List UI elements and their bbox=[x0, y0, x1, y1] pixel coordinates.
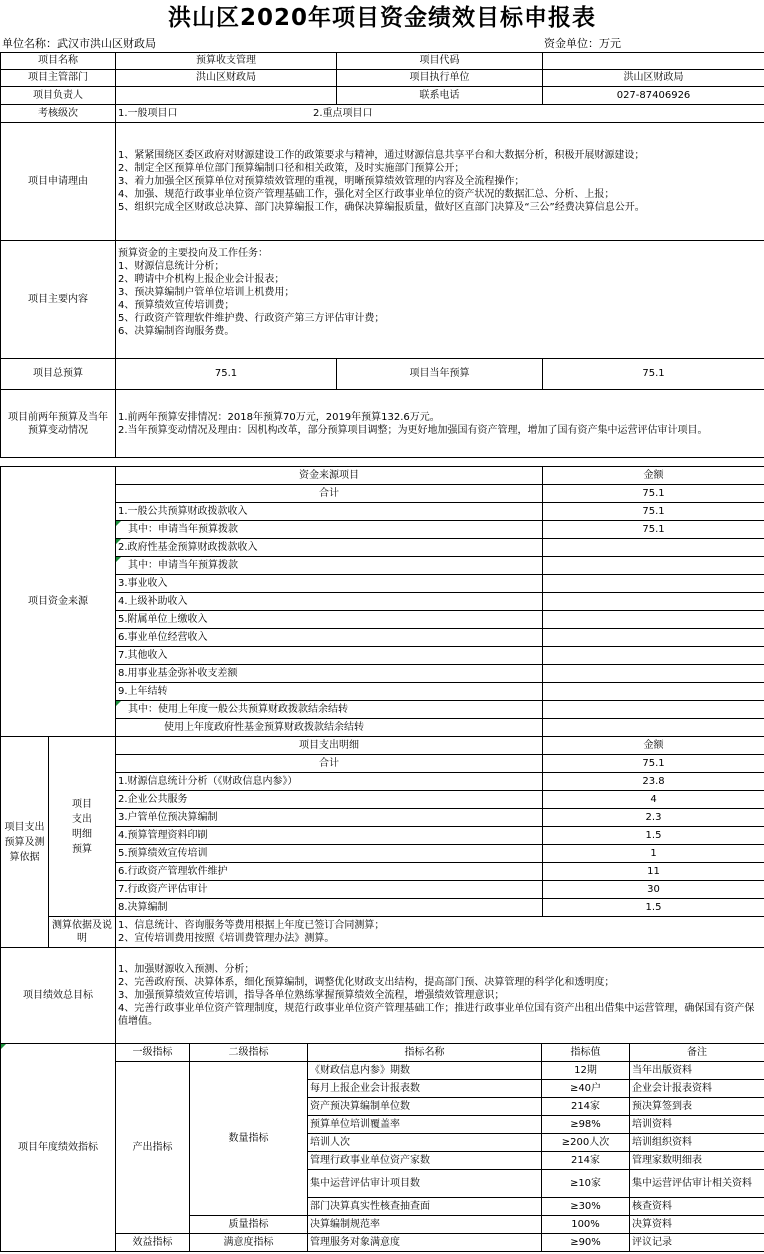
dept-label: 项目主管部门 bbox=[1, 70, 116, 87]
phone-label: 联系电话 bbox=[337, 87, 543, 105]
expense-inner-label: 项目支出明细预算 bbox=[49, 737, 116, 917]
expense-row bbox=[1, 755, 764, 773]
project-code-label: 项目代码 bbox=[337, 53, 543, 70]
expense-row bbox=[1, 791, 764, 809]
content-line: 3、预决算编制户管单位培训上机费用； bbox=[118, 287, 295, 298]
indicator-name: 预算单位培训覆盖率 bbox=[308, 1116, 542, 1134]
level-label: 考核级次 bbox=[1, 105, 116, 123]
source-row bbox=[1, 593, 764, 611]
expense-amount: 11 bbox=[543, 863, 764, 881]
indicator-name: 《财政信息内参》期数 bbox=[308, 1062, 542, 1080]
expense-item: 4.预算管理资料印刷 bbox=[116, 827, 543, 845]
indicator-value: 12期 bbox=[542, 1062, 630, 1080]
source-label: 项目资金来源 bbox=[1, 467, 116, 737]
source-row bbox=[1, 485, 764, 503]
indicator-note: 管理家数明细表 bbox=[630, 1152, 764, 1170]
source-col-amount: 金额 bbox=[543, 467, 764, 485]
annual-col-l1: 一级指标 bbox=[116, 1044, 190, 1062]
goal-row bbox=[1, 948, 764, 1044]
unit-name-label: 单位名称： bbox=[2, 37, 57, 50]
source-amount bbox=[543, 701, 764, 719]
expense-item: 1.财源信息统计分析（《财政信息内参》） bbox=[116, 773, 543, 791]
source-item: 使用上年度政府性基金预算财政拨款结余结转 bbox=[116, 719, 543, 737]
expense-row bbox=[1, 863, 764, 881]
row-dept-exec bbox=[1, 70, 764, 87]
source-row bbox=[1, 503, 764, 521]
indicator-value: 214家 bbox=[542, 1152, 630, 1170]
fund-unit-value: 万元 bbox=[599, 37, 621, 50]
indicator-note: 集中运营评估审计相关资料 bbox=[630, 1170, 764, 1198]
expense-amount: 4 bbox=[543, 791, 764, 809]
expense-item: 2.企业公共服务 bbox=[116, 791, 543, 809]
basis-line: 1、信息统计、咨询服务等费用根据上年度已签订合同测算； bbox=[118, 920, 385, 931]
expense-row bbox=[1, 809, 764, 827]
exec-value: 洪山区财政局 bbox=[543, 70, 764, 87]
indicator-value: ≥200人次 bbox=[542, 1134, 630, 1152]
source-amount bbox=[543, 719, 764, 737]
exec-label: 项目执行单位 bbox=[337, 70, 543, 87]
expense-basis-label: 测算依据及说明 bbox=[49, 917, 116, 948]
expense-amount: 1 bbox=[543, 845, 764, 863]
source-item: 3.事业收入 bbox=[116, 575, 543, 593]
source-item: 4.上级补助收入 bbox=[116, 593, 543, 611]
indicator-value: 214家 bbox=[542, 1098, 630, 1116]
indicator-name: 管理服务对象满意度 bbox=[308, 1234, 542, 1252]
reason-text bbox=[116, 123, 764, 241]
goal-line: 1、加强财源收入预测、分析； bbox=[118, 964, 255, 975]
content-label: 项目主要内容 bbox=[1, 241, 116, 359]
annual-header-row bbox=[1, 1044, 764, 1062]
expense-header-row bbox=[1, 737, 764, 755]
reason-line: 3、着力加强全区预算单位对预算绩效管理的重视，明晰预算绩效管理的内容及全流程操作； bbox=[118, 176, 525, 187]
expense-item: 6.行政资产管理软件维护 bbox=[116, 863, 543, 881]
quantity-label: 数量指标 bbox=[190, 1062, 308, 1216]
content-line: 预算资金的主要投向及工作任务： bbox=[118, 248, 268, 259]
content-line: 6、决算编制咨询服务费。 bbox=[118, 326, 235, 337]
funding-source-table bbox=[0, 466, 764, 737]
expense-row bbox=[1, 899, 764, 917]
source-row bbox=[1, 539, 764, 557]
fund-unit-line bbox=[544, 37, 621, 51]
expense-item: 合计 bbox=[116, 755, 543, 773]
row-reason bbox=[1, 123, 764, 241]
source-item: 9.上年结转 bbox=[116, 683, 543, 701]
basis-line: 2、宣传培训费用按照《培训费管理办法》测算。 bbox=[118, 933, 335, 944]
source-row bbox=[1, 575, 764, 593]
expense-amount: 23.8 bbox=[543, 773, 764, 791]
source-amount bbox=[543, 575, 764, 593]
row-budget bbox=[1, 359, 764, 390]
expense-col-item: 项目支出明细 bbox=[116, 737, 543, 755]
source-item: 其中：使用上年度一般公共预算财政拨款结余结转 bbox=[116, 701, 543, 719]
expense-outer-label: 项目支出预算及测算依据 bbox=[1, 737, 49, 948]
indicator-name: 管理行政事业单位资产家数 bbox=[308, 1152, 542, 1170]
annual-table bbox=[0, 1043, 764, 1252]
indicator-value: ≥90% bbox=[542, 1234, 630, 1252]
current-budget-value: 75.1 bbox=[543, 359, 764, 390]
row-content bbox=[1, 241, 764, 359]
change-text bbox=[116, 390, 764, 458]
source-row bbox=[1, 557, 764, 575]
indicator-note: 评议记录 bbox=[630, 1234, 764, 1252]
benefit-label: 效益指标 bbox=[116, 1234, 190, 1252]
source-header-row bbox=[1, 467, 764, 485]
source-item: 8.用事业基金弥补收支差额 bbox=[116, 665, 543, 683]
change-label: 项目前两年预算及当年预算变动情况 bbox=[1, 390, 116, 458]
project-code-value bbox=[543, 53, 764, 70]
total-budget-label: 项目总预算 bbox=[1, 359, 116, 390]
row-level bbox=[1, 105, 764, 123]
row-leader-phone bbox=[1, 87, 764, 105]
goal-text bbox=[116, 948, 764, 1044]
source-row bbox=[1, 521, 764, 539]
content-line: 4、预算绩效宣传培训费； bbox=[118, 300, 235, 311]
indicator-note: 决算资料 bbox=[630, 1216, 764, 1234]
row-change bbox=[1, 390, 764, 458]
reason-line: 4、加强、规范行政事业单位资产管理基础工作，强化对全区行政事业单位的资产状况的数据汇总、分析、上报； bbox=[118, 189, 615, 200]
source-item: 其中：申请当年预算拨款 bbox=[116, 557, 543, 575]
source-amount: 75.1 bbox=[543, 503, 764, 521]
expense-row bbox=[1, 827, 764, 845]
source-row bbox=[1, 683, 764, 701]
source-item: 7.其他收入 bbox=[116, 647, 543, 665]
expense-item: 3.户管单位预决算编制 bbox=[116, 809, 543, 827]
indicator-note: 核查资料 bbox=[630, 1198, 764, 1216]
level-option-general[interactable]: 1.一般项目口 bbox=[118, 107, 178, 119]
goal-line: 2、完善政府预、决算体系，细化预算编制，调整优化财政支出结构，提高部门预、决算管理的科学化和透明度； bbox=[118, 977, 615, 988]
indicator-note: 培训资料 bbox=[630, 1116, 764, 1134]
goal-line: 3、加强预算绩效宣传培训，指导各单位熟练掌握预算绩效全流程，增强绩效管理意识； bbox=[118, 990, 505, 1001]
expense-table bbox=[0, 736, 764, 948]
reason-line: 5、组织完成全区财政总决算、部门决算编报工作，确保决算编报质量，做好区直部门决算及“三公”经费决算信息公开。 bbox=[118, 202, 645, 213]
indicator-value: 100% bbox=[542, 1216, 630, 1234]
expense-amount: 1.5 bbox=[543, 899, 764, 917]
source-amount: 75.1 bbox=[543, 485, 764, 503]
source-amount bbox=[543, 647, 764, 665]
source-amount bbox=[543, 611, 764, 629]
source-item: 合计 bbox=[116, 485, 543, 503]
source-amount bbox=[543, 539, 764, 557]
reason-line: 1、紧紧围绕区委区政府对财源建设工作的政策要求与精神，通过财源信息共享平台和大数据分析，积极开展财源建设； bbox=[118, 150, 645, 161]
dept-value: 洪山区财政局 bbox=[116, 70, 337, 87]
annual-label: 项目年度绩效指标 bbox=[1, 1044, 116, 1252]
change-line: 1.前两年预算安排情况：2018年预算70万元，2019年预算132.6万元。 bbox=[118, 411, 440, 423]
level-options bbox=[116, 105, 764, 123]
expense-row bbox=[1, 845, 764, 863]
basic-info-table bbox=[0, 52, 764, 458]
source-amount: 75.1 bbox=[543, 521, 764, 539]
indicator-name: 培训人次 bbox=[308, 1134, 542, 1152]
goal-line: 4、完善行政事业单位资产管理制度，规范行政事业单位资产管理基础工作；推进行政事业单位国有资产出租出借集中运营管理，确保国有资产保值增值。 bbox=[118, 1003, 755, 1027]
fund-unit-label: 资金单位： bbox=[544, 37, 599, 50]
expense-col-amount: 金额 bbox=[543, 737, 764, 755]
indicator-name: 部门决算真实性核查抽查面 bbox=[308, 1198, 542, 1216]
indicator-name: 资产预决算编制单位数 bbox=[308, 1098, 542, 1116]
unit-name-value: 武汉市洪山区财政局 bbox=[57, 37, 156, 50]
annual-col-name: 指标名称 bbox=[308, 1044, 542, 1062]
quality-label: 质量指标 bbox=[190, 1216, 308, 1234]
annual-col-value: 指标值 bbox=[542, 1044, 630, 1062]
source-item: 6.事业单位经营收入 bbox=[116, 629, 543, 647]
goal-table bbox=[0, 947, 764, 1044]
leader-value bbox=[116, 87, 337, 105]
content-line: 1、财源信息统计分析； bbox=[118, 261, 225, 272]
source-row bbox=[1, 647, 764, 665]
expense-item: 5.预算绩效宣传培训 bbox=[116, 845, 543, 863]
unit-name-line bbox=[2, 37, 156, 51]
annual-col-l2: 二级指标 bbox=[190, 1044, 308, 1062]
indicator-value: ≥10家 bbox=[542, 1170, 630, 1198]
reason-line: 2、制定全区预算单位部门预算编制口径和相关政策，及时实施部门预算公开； bbox=[118, 163, 465, 174]
row-project-name-code bbox=[1, 53, 764, 70]
project-name-value: 预算收支管理 bbox=[116, 53, 337, 70]
indicator-note: 预决算签到表 bbox=[630, 1098, 764, 1116]
expense-basis-text bbox=[116, 917, 764, 948]
indicator-note: 培训组织资料 bbox=[630, 1134, 764, 1152]
source-item: 其中：申请当年预算拨款 bbox=[116, 521, 543, 539]
source-amount bbox=[543, 593, 764, 611]
source-row bbox=[1, 629, 764, 647]
satisfaction-label: 满意度指标 bbox=[190, 1234, 308, 1252]
source-row bbox=[1, 611, 764, 629]
expense-amount: 75.1 bbox=[543, 755, 764, 773]
source-row bbox=[1, 719, 764, 737]
expense-basis-row bbox=[1, 917, 764, 948]
current-budget-label: 项目当年预算 bbox=[337, 359, 543, 390]
expense-amount: 1.5 bbox=[543, 827, 764, 845]
reason-label: 项目申请理由 bbox=[1, 123, 116, 241]
page-title: 洪山区2020年项目资金绩效目标申报表 bbox=[167, 5, 596, 31]
source-amount bbox=[543, 683, 764, 701]
indicator-name: 决算编制规范率 bbox=[308, 1216, 542, 1234]
expense-row bbox=[1, 881, 764, 899]
indicator-value: ≥40户 bbox=[542, 1080, 630, 1098]
expense-amount: 2.3 bbox=[543, 809, 764, 827]
goal-label: 项目绩效总目标 bbox=[1, 948, 116, 1044]
output-label: 产出指标 bbox=[116, 1062, 190, 1234]
source-row bbox=[1, 665, 764, 683]
change-line: 2.当年预算变动情况及理由：因机构改革，部分预算项目调整；为更好地加强国有资产管理，增加了国有资产集中运营评估审计项目。 bbox=[118, 424, 708, 436]
source-item: 1.一般公共预算财政拨款收入 bbox=[116, 503, 543, 521]
indicator-note: 企业会计报表资料 bbox=[630, 1080, 764, 1098]
expense-item: 8.决算编制 bbox=[116, 899, 543, 917]
expense-amount: 30 bbox=[543, 881, 764, 899]
source-amount bbox=[543, 629, 764, 647]
source-amount bbox=[543, 665, 764, 683]
source-item: 5.附属单位上缴收入 bbox=[116, 611, 543, 629]
indicator-note: 当年出版资料 bbox=[630, 1062, 764, 1080]
expense-item: 7.行政资产评估审计 bbox=[116, 881, 543, 899]
indicator-name: 集中运营评估审计项目数 bbox=[308, 1170, 542, 1198]
content-line: 2、聘请中介机构上报企业会计报表； bbox=[118, 274, 285, 285]
content-text bbox=[116, 241, 764, 359]
indicator-value: ≥98% bbox=[542, 1116, 630, 1134]
project-name-label: 项目名称 bbox=[1, 53, 116, 70]
content-line: 5、行政资产管理软件维护费、行政资产第三方评估审计费； bbox=[118, 313, 385, 324]
source-row bbox=[1, 701, 764, 719]
source-item: 2.政府性基金预算财政拨款收入 bbox=[116, 539, 543, 557]
total-budget-value: 75.1 bbox=[116, 359, 337, 390]
indicator-name: 每月上报企业会计报表数 bbox=[308, 1080, 542, 1098]
indicator-value: ≥30% bbox=[542, 1198, 630, 1216]
phone-value: 027-87406926 bbox=[543, 87, 764, 105]
source-col-item: 资金来源项目 bbox=[116, 467, 543, 485]
leader-label: 项目负责人 bbox=[1, 87, 116, 105]
expense-row bbox=[1, 773, 764, 791]
annual-col-note: 备注 bbox=[630, 1044, 764, 1062]
level-option-key[interactable]: 2.重点项目口 bbox=[313, 107, 373, 119]
source-amount bbox=[543, 557, 764, 575]
